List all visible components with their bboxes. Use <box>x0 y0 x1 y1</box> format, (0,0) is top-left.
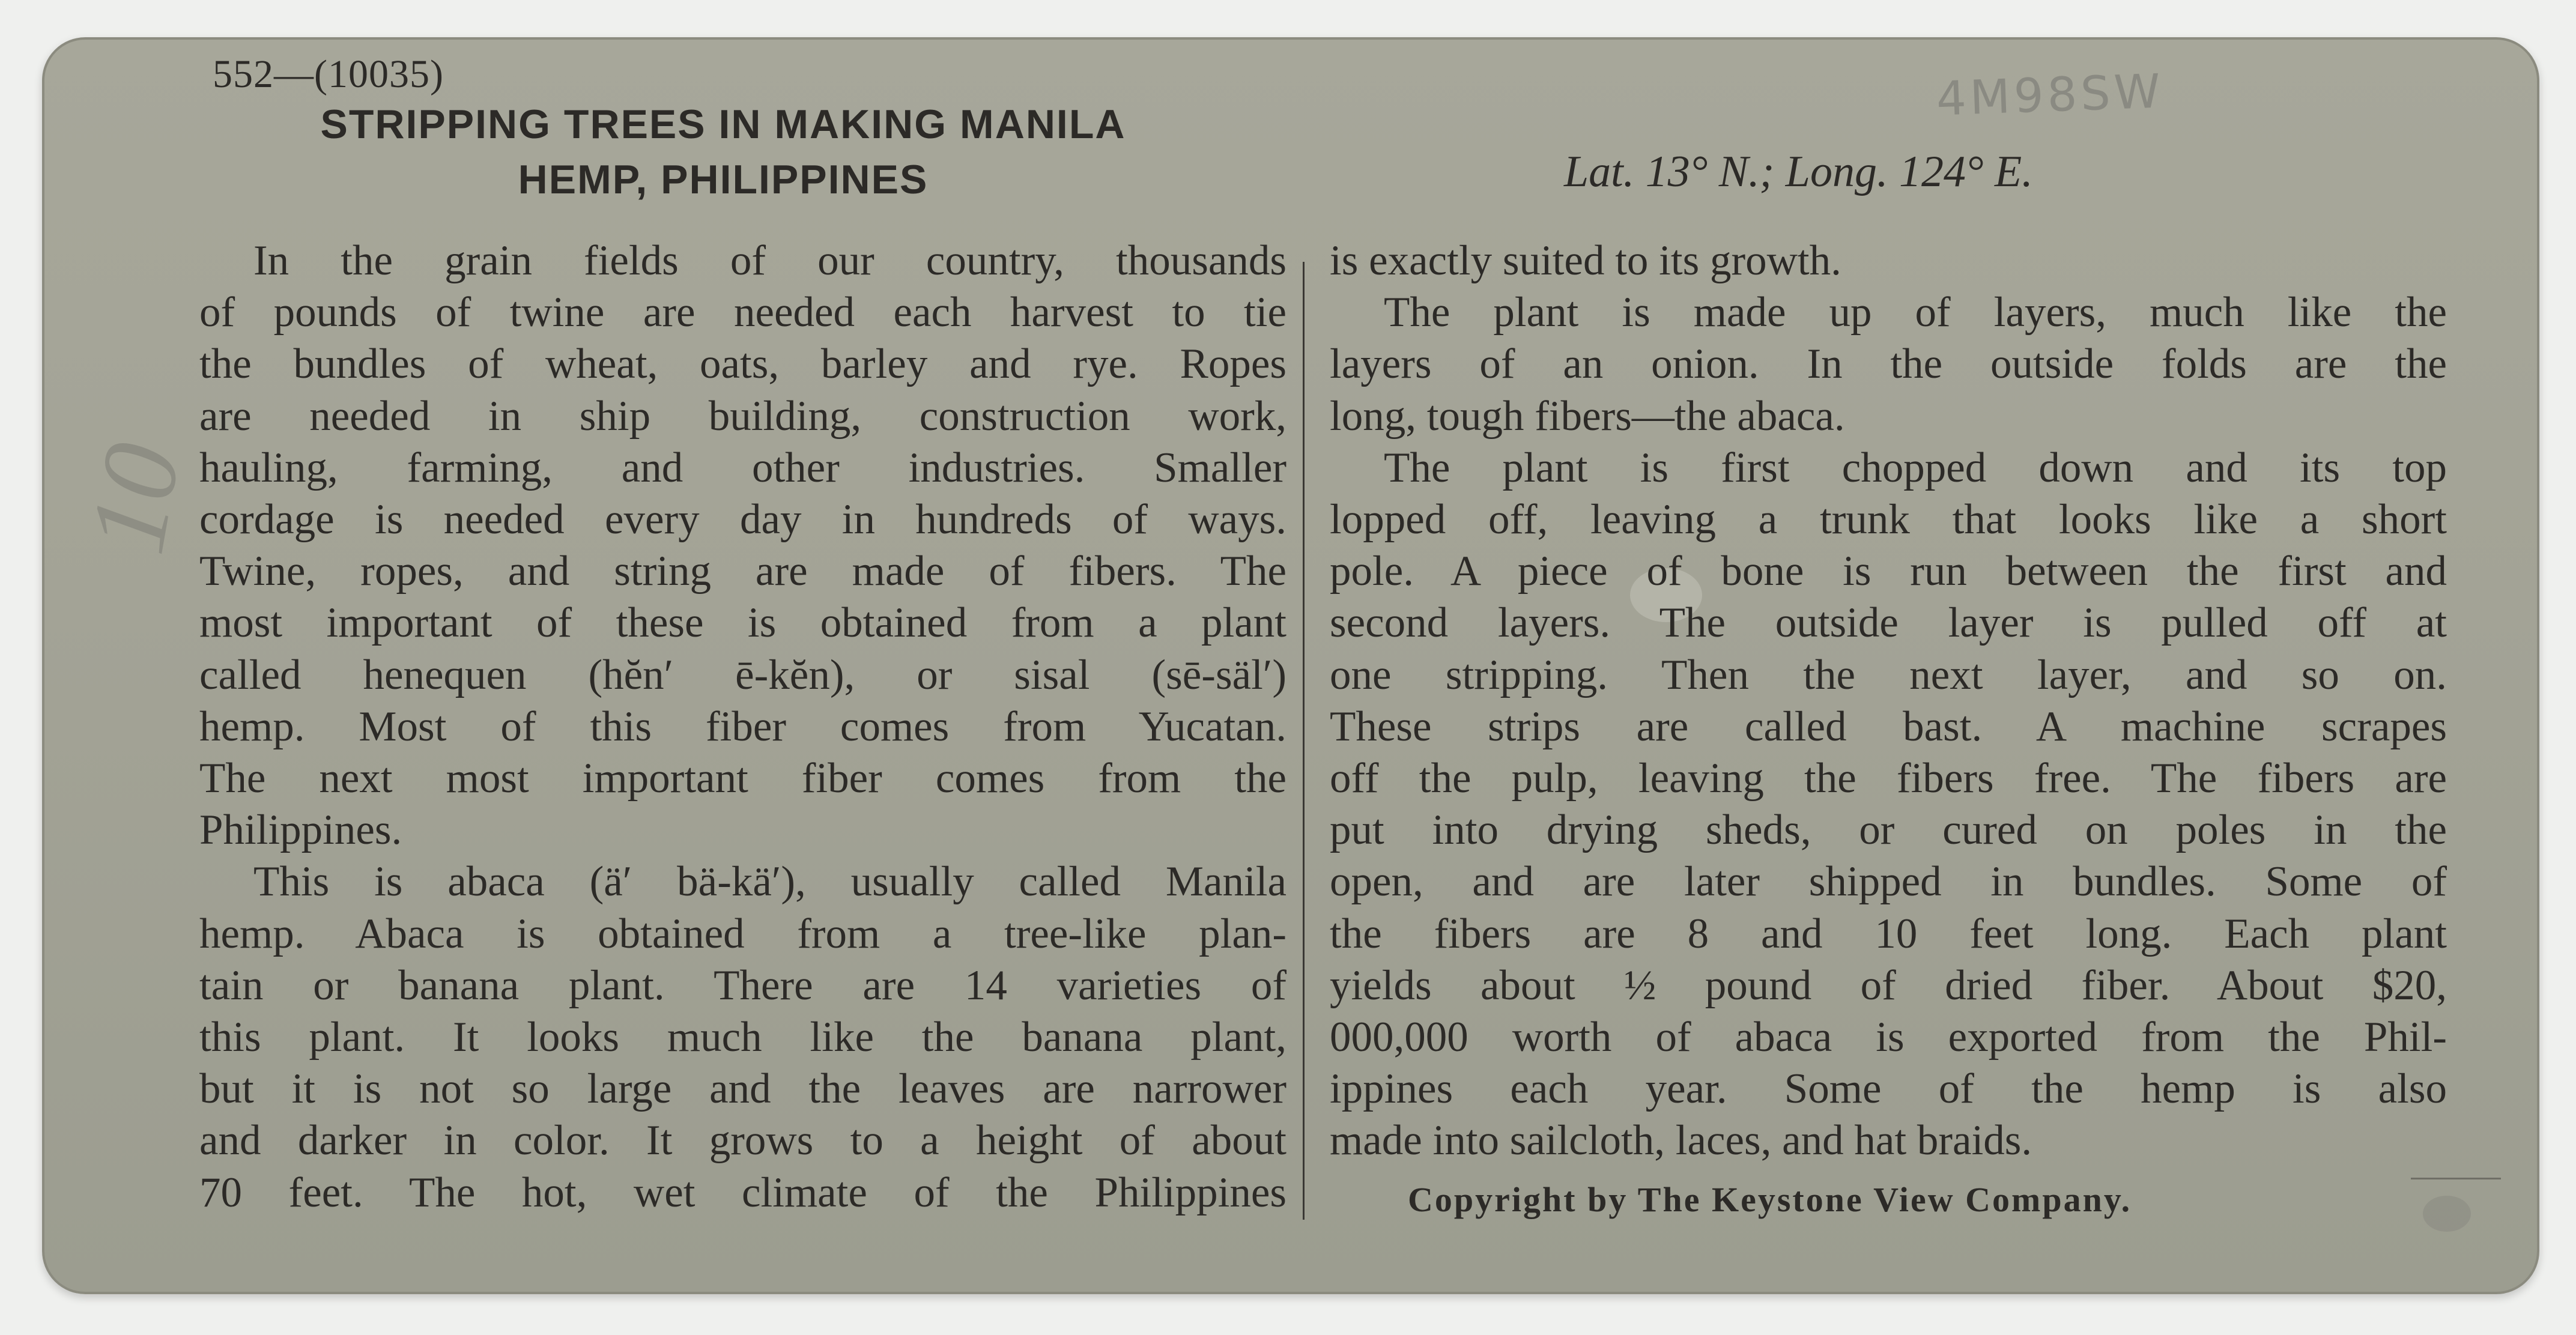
left-text-column <box>199 235 1286 1218</box>
pencil-mark: 10 <box>66 434 203 562</box>
text-line: The plant is first chopped down and its top <box>1384 444 2447 491</box>
text-line: hemp. Most of this fiber comes from Yucatan. <box>199 703 1286 750</box>
title-line-2: HEMP, PHILIPPINES <box>518 157 929 202</box>
text-line: pole. A piece of bone is run between the first and <box>1330 548 2447 595</box>
text-line: but it is not so large and the leaves are narrower <box>199 1065 1286 1113</box>
decorative-rule <box>2411 1178 2501 1179</box>
text-line: Philippines. <box>199 807 402 854</box>
text-line: is exactly suited to its growth. <box>1330 237 1841 284</box>
text-line: The plant is made up of layers, much like the <box>1384 289 2447 336</box>
text-line: are needed in ship building, construction work, <box>199 392 1286 440</box>
handwritten-mark: 4M98SW <box>1935 64 2165 127</box>
text-line: This is abaca (ä′ bä-kä′), usually called Manila <box>253 858 1286 906</box>
text-line: this plant. It looks much like the banana plant, <box>199 1014 1286 1061</box>
text-line: of pounds of twine are needed each harvest to tie <box>199 289 1286 336</box>
text-line: second layers. The outside layer is pulled off at <box>1330 599 2447 647</box>
text-line: hemp. Abaca is obtained from a tree-like plan- <box>199 910 1286 957</box>
text-line: These strips are called bast. A machine scrapes <box>1330 703 2447 750</box>
text-line: the fibers are 8 and 10 feet long. Each plant <box>1330 910 2447 957</box>
text-line: The next most important fiber comes from the <box>199 755 1286 802</box>
text-line: the bundles of wheat, oats, barley and rye. Ropes <box>199 341 1286 388</box>
text-line: open, and are later shipped in bundles. Some of <box>1330 858 2447 906</box>
text-line: layers of an onion. In the outside folds are the <box>1330 341 2447 388</box>
text-line: 70 feet. The hot, wet climate of the Philippines <box>199 1169 1286 1216</box>
card-title <box>135 97 1312 207</box>
title-line-1: STRIPPING TREES IN MAKING MANILA <box>320 101 1126 147</box>
text-line: off the pulp, leaving the fibers free. The fibers are <box>1330 755 2447 802</box>
stereoview-card-back <box>42 37 2539 1294</box>
text-line: In the grain fields of our country, thousands <box>253 237 1286 284</box>
text-line: hauling, farming, and other industries. Smaller <box>199 444 1286 491</box>
text-line: made into sailcloth, laces, and hat braids. <box>1330 1117 2032 1164</box>
text-line: put into drying sheds, or cured on poles in the <box>1330 807 2447 854</box>
text-line: yields about ½ pound of dried fiber. About $20, <box>1330 961 2447 1009</box>
copyright-notice: Copyright by The Keystone View Company. <box>1408 1180 2132 1219</box>
text-line: lopped off, leaving a trunk that looks like a short <box>1330 496 2447 543</box>
lat-long: Lat. 13° N.; Long. 124° E. <box>1564 147 2033 196</box>
text-line: tain or banana plant. There are 14 varieties of <box>199 961 1286 1009</box>
worn-spot <box>2423 1196 2471 1232</box>
text-line: most important of these is obtained from a plant <box>199 599 1286 647</box>
column-divider <box>1303 262 1305 1220</box>
catalog-number: 552—(10035) <box>213 52 444 96</box>
text-line: one stripping. Then the next layer, and so on. <box>1330 651 2447 698</box>
text-line: and darker in color. It grows to a height of about <box>199 1117 1286 1164</box>
right-text-column <box>1330 235 2447 1167</box>
text-line: called henequen (hĕn′ ē-kĕn), or sisal (sē-säl′) <box>199 651 1286 698</box>
text-line: 000,000 worth of abaca is exported from the Phil- <box>1330 1014 2447 1061</box>
text-line: ippines each year. Some of the hemp is also <box>1330 1065 2447 1113</box>
text-line: cordage is needed every day in hundreds of ways. <box>199 496 1286 543</box>
text-line: long, tough fibers—the abaca. <box>1330 392 1845 440</box>
text-line: Twine, ropes, and string are made of fibers. The <box>199 548 1286 595</box>
